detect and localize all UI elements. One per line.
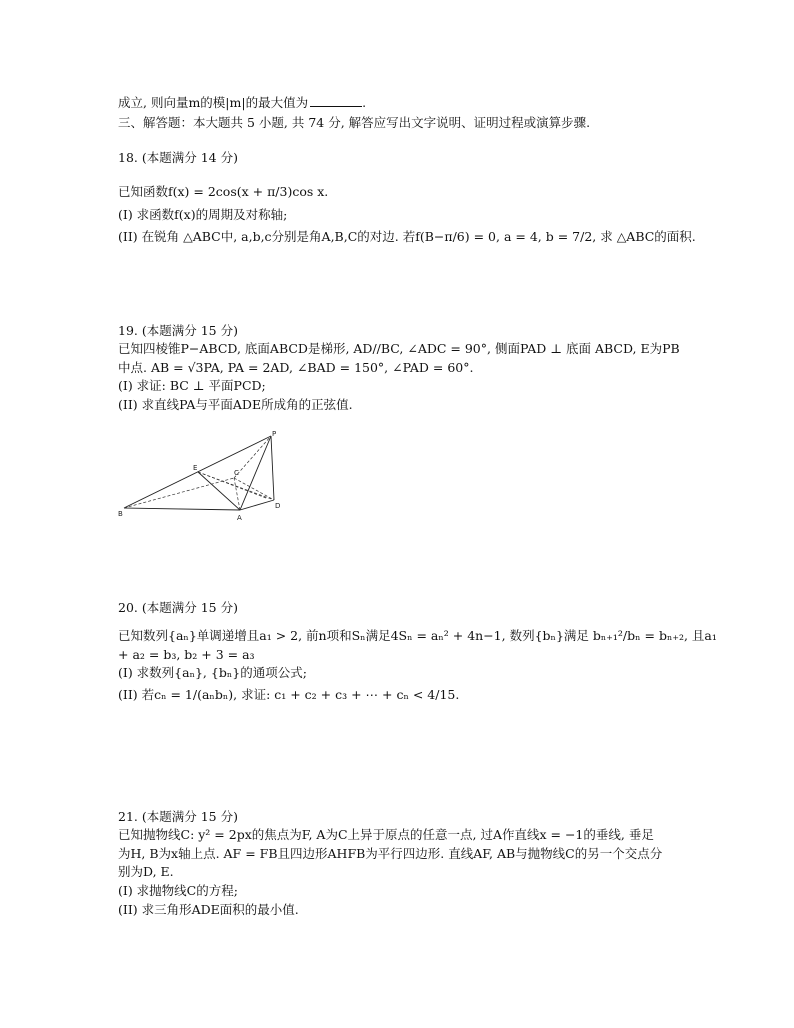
q19-statement-1: 已知四棱锥P−ABCD, 底面ABCD是梯形, AD//BC, ∠ADC = 90°, 侧面PAD ⊥ 底面 ABCD, E为PB	[118, 341, 680, 356]
q20-part-1: (I) 求数列{aₙ}, {bₙ}的通项公式;	[118, 665, 307, 680]
q20-part-2: (II) 若cₙ = 1/(aₙbₙ), 求证: c₁ + c₂ + c₃ + ⋯ + cₙ < 4/15.	[118, 687, 460, 702]
q21-part-1: (I) 求抛物线C的方程;	[118, 883, 238, 898]
label-e: E	[193, 464, 198, 472]
q21-statement-2: 为H, B为x轴上点. AF = FB且四边形AHFB为平行四边形. 直线AF, AB与抛物线C的另一个交点分	[118, 846, 663, 861]
section-3-heading: 三、解答题：本大题共 5 小题, 共 74 分, 解答应写出文字说明、证明过程或演算步骤.	[118, 115, 591, 130]
q21-part-2: (II) 求三角形ADE面积的最小值.	[118, 902, 299, 917]
q19-header: 19. (本题满分 15 分)	[118, 323, 238, 338]
q19-statement-2: 中点. AB = √3PA, PA = 2AD, ∠BAD = 150°, ∠PAD = 60°.	[118, 360, 474, 375]
q20-statement-2: + a₂ = b₃, b₂ + 3 = a₃	[118, 647, 255, 662]
pyramid-figure	[116, 430, 296, 525]
label-p: P	[272, 430, 277, 438]
q18-statement: 已知函数f(x) = 2cos(x + π/3)cos x.	[118, 184, 329, 199]
q18-part-2: (II) 在锐角 △ABC中, a,b,c分别是角A,B,C的对边. 若f(B−π/6) = 0, a = 4, b = 7/2, 求 △ABC的面积.	[118, 229, 696, 244]
q20-statement-1: 已知数列{aₙ}单调递增且a₁ > 2, 前n项和Sₙ满足4Sₙ = aₙ² + 4n−1, 数列{bₙ}满足 bₙ₊₁²/bₙ = bₙ₊₂, 且a₁	[118, 628, 717, 643]
label-d: D	[275, 502, 281, 510]
top-line-1: 成立, 则向量m的模|m|的最大值为 .	[118, 95, 367, 110]
q19-part-2: (II) 求直线PA与平面ADE所成角的正弦值.	[118, 397, 353, 412]
q18-header: 18. (本题满分 14 分)	[118, 150, 238, 165]
q21-statement-1: 已知抛物线C: y² = 2px的焦点为F, A为C上异于原点的任意一点, 过A作直线x = −1的垂线, 垂足	[118, 827, 654, 842]
q21-statement-3: 别为D, E.	[118, 864, 174, 879]
q19-part-1: (I) 求证: BC ⊥ 平面PCD;	[118, 378, 266, 393]
q21-header: 21. (本题满分 15 分)	[118, 809, 238, 824]
label-a: A	[237, 514, 242, 522]
answer-blank	[310, 94, 362, 107]
label-c: C	[234, 469, 239, 477]
q20-header: 20. (本题满分 15 分)	[118, 600, 238, 615]
label-b: B	[118, 510, 123, 518]
q18-part-1: (I) 求函数f(x)的周期及对称轴;	[118, 207, 288, 222]
